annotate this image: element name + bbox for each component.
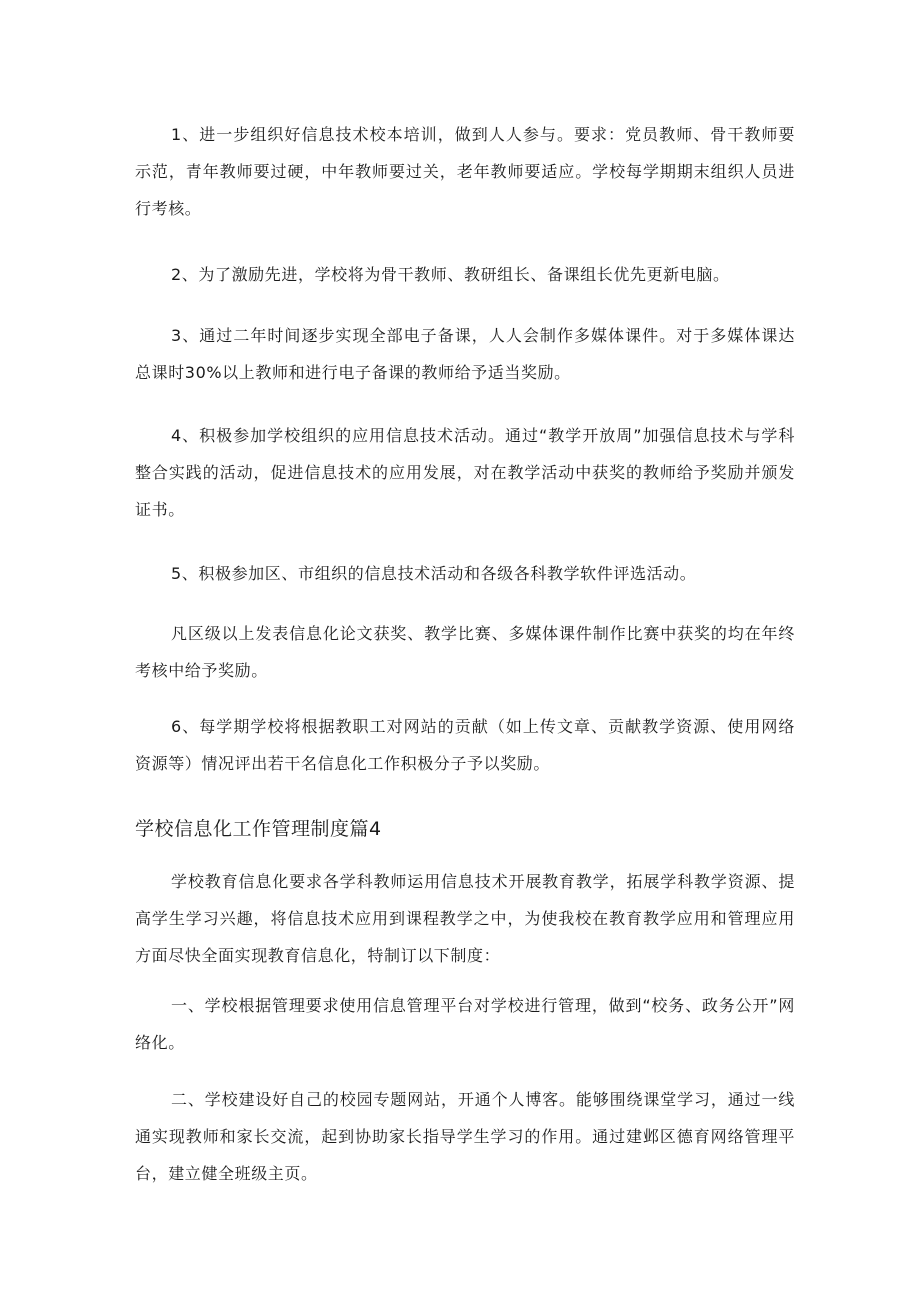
paragraph-intro: 学校教育信息化要求各学科教师运用信息技术开展教育教学，拓展学科教学资源、提高学生学习兴趣，将信息技术应用到课程教学之中，为使我校在教育教学应用和管理应用方面尽快全面实现教育信息化，特制订以下制度： [135, 872, 795, 965]
paragraph-item-6: 6、每学期学校将根据教职工对网站的贡献（如上传文章、贡献教学资源、使用网络资源等）情况评出若干名信息化工作积极分子予以奖励。 [135, 717, 795, 773]
paragraph-rule-1: 一、学校根据管理要求使用信息管理平台对学校进行管理，做到“校务、政务公开”网络化。 [135, 996, 795, 1052]
paragraph-awards-note: 凡区级以上发表信息化论文获奖、教学比赛、多媒体课件制作比赛中获奖的均在年终考核中给予奖励。 [135, 624, 795, 680]
paragraph-item-3: 3、通过二年时间逐步实现全部电子备课，人人会制作多媒体课件。对于多媒体课达总课时30%以上教师和进行电子备课的教师给予适当奖励。 [135, 326, 795, 382]
paragraph-item-5: 5、积极参加区、市组织的信息技术活动和各级各科教学软件评选活动。 [171, 564, 697, 583]
paragraph-item-4: 4、积极参加学校组织的应用信息技术活动。通过“教学开放周”加强信息技术与学科整合实践的活动，促进信息技术的应用发展，对在教学活动中获奖的教师给予奖励并颁发证书。 [135, 426, 795, 519]
paragraph-rule-2: 二、学校建设好自己的校园专题网站，开通个人博客。能够围绕课堂学习，通过一线通实现教师和家长交流，起到协助家长指导学生学习的作用。通过建邺区德育网络管理平台，建立健全班级主页。 [135, 1090, 795, 1183]
paragraph-item-1: 1、进一步组织好信息技术校本培训，做到人人参与。要求：党员教师、骨干教师要示范，青年教师要过硬，中年教师要过关，老年教师要适应。学校每学期期末组织人员进行考核。 [135, 125, 795, 218]
section-heading: 学校信息化工作管理制度篇4 [135, 818, 382, 840]
paragraph-item-2: 2、为了激励先进，学校将为骨干教师、教研组长、备课组长优先更新电脑。 [171, 265, 730, 284]
